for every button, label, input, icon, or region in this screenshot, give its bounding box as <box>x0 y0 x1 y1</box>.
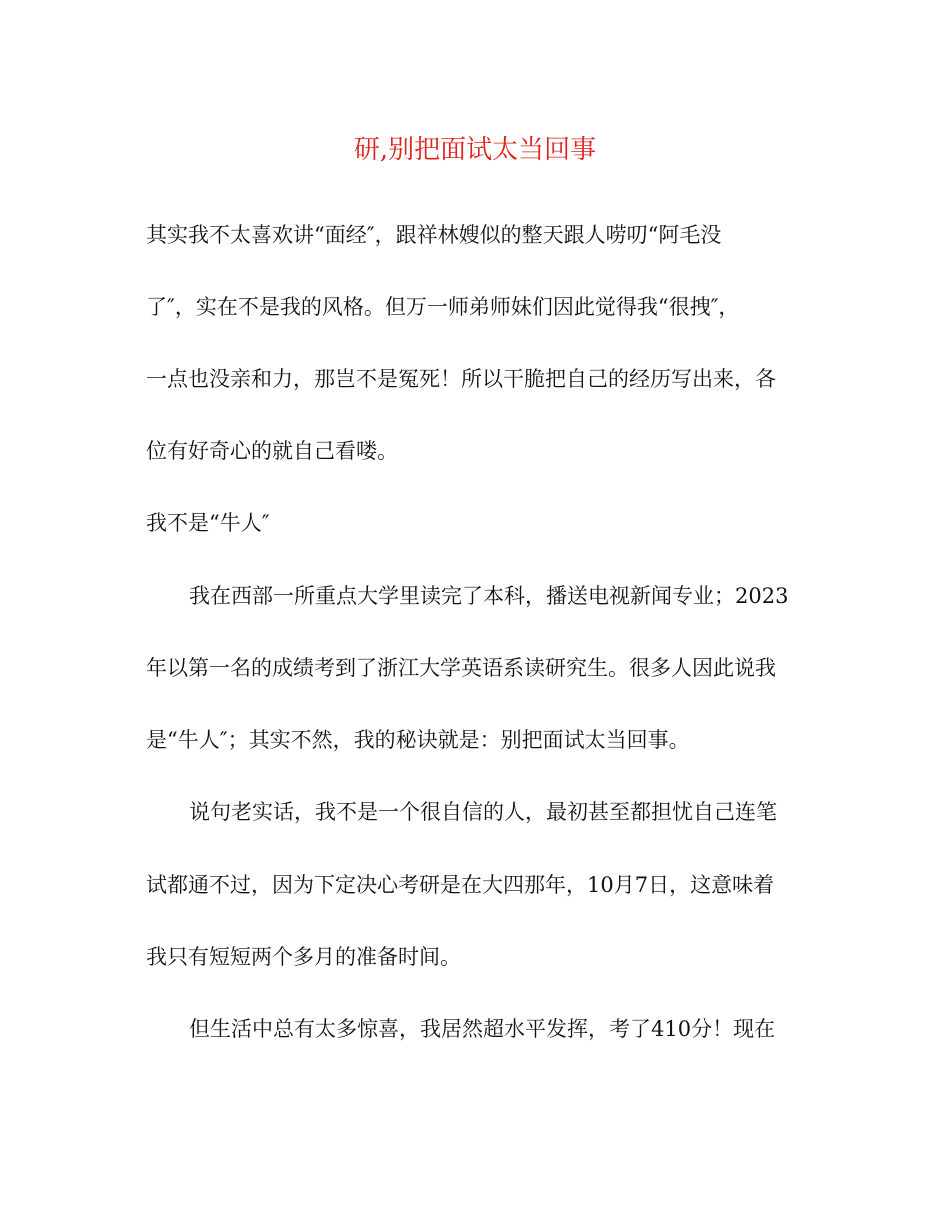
paragraph-line: 是“牛人″；其实不然，我的秘诀就是：别把面试太当回事。 <box>146 728 690 752</box>
section-heading: 我不是“牛人″ <box>146 511 270 535</box>
paragraph-line: 一点也没亲和力，那岂不是冤死！所以干脆把自己的经历写出来，各 <box>146 367 776 391</box>
paragraph-line: 试都通不过，因为下定决心考研是在大四那年，10月7日，这意味着 <box>146 873 775 897</box>
paragraph-line: 了″，实在不是我的风格。但万一师弟师妹们因此觉得我“很拽″， <box>146 295 740 319</box>
paragraph-line: 我只有短短两个多月的准备时间。 <box>146 945 461 969</box>
paragraph-line: 我在西部一所重点大学里读完了本科，播送电视新闻专业；2023 <box>189 584 789 608</box>
paragraph-line: 但生活中总有太多惊喜，我居然超水平发挥，考了410分！现在 <box>189 1017 776 1041</box>
paragraph-line: 位有好奇心的就自己看喽。 <box>146 439 398 463</box>
document-title: 研,别把面试太当回事 <box>353 135 597 165</box>
paragraph-line: 年以第一名的成绩考到了浙江大学英语系读研究生。很多人因此说我 <box>146 656 776 680</box>
paragraph-line: 其实我不太喜欢讲“面经″，跟祥林嫂似的整天跟人唠叨“阿毛没 <box>146 223 722 247</box>
paragraph-line: 说句老实话，我不是一个很自信的人，最初甚至都担忧自己连笔 <box>189 800 777 824</box>
